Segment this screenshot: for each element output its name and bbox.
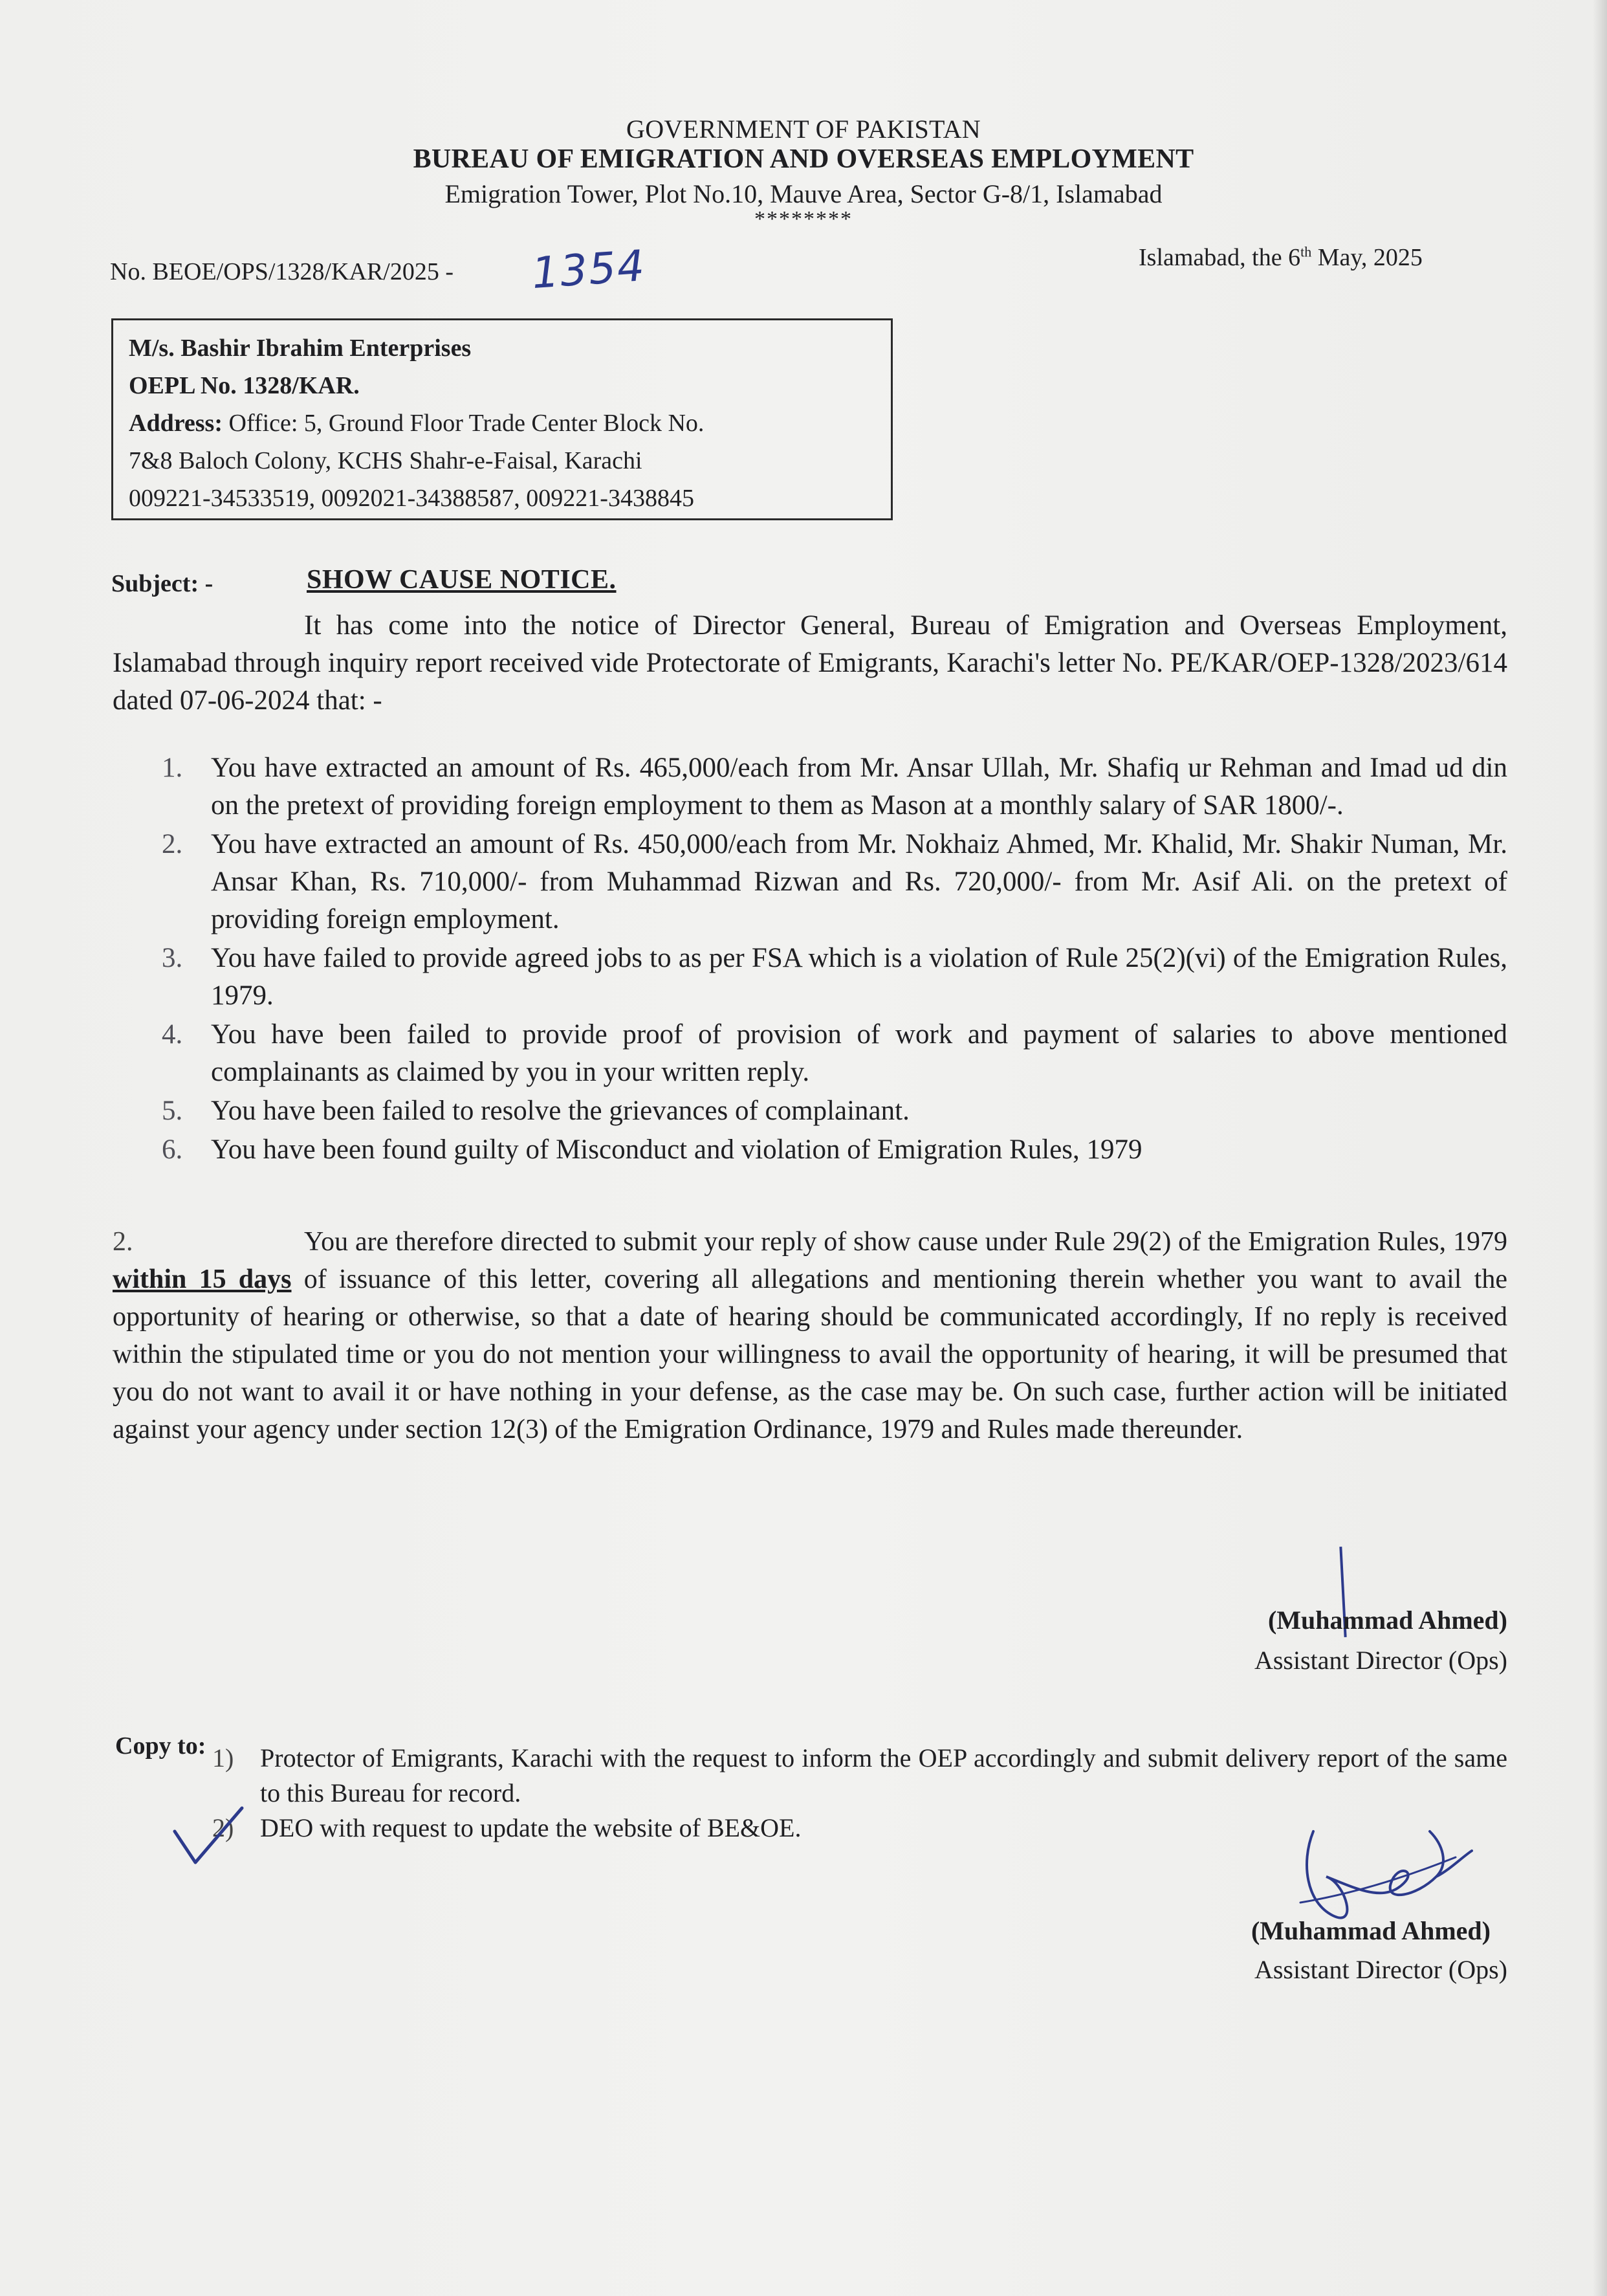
letterhead-government: GOVERNMENT OF PAKISTAN	[626, 115, 981, 144]
recipient-address-line1: Address: Office: 5, Ground Floor Trade Center Block No.	[129, 410, 705, 437]
signatory-title: Assistant Director (Ops)	[1254, 1646, 1507, 1675]
signatory-name: (Muhammad Ahmed)	[1267, 1606, 1507, 1635]
handwritten-reference-number: 1354	[530, 240, 648, 299]
subject-label: Subject: -	[111, 570, 213, 597]
date-superscript: th	[1300, 243, 1312, 260]
intro-paragraph: It has come into the notice of Director General, Bureau of Emigration and Overseas Employment, Islamabad through inquiry report received vide Protectorate of Emigrants, Karachi's letter No. PE/KAR/OEP-1328/2023/614 dated 07-06-2024 that: -	[113, 610, 1507, 716]
list-item: 4. You have been failed to provide proof of provision of work and payment of salaries to above mentioned complainants as claimed by you in your written reply.	[162, 1019, 1507, 1087]
letterhead-bureau: BUREAU OF EMIGRATION AND OVERSEAS EMPLOYMENT	[413, 144, 1194, 174]
list-item: 6. You have been found guilty of Misconduct and violation of Emigration Rules, 1979	[162, 1134, 1142, 1165]
copy-to-label: Copy to:	[115, 1732, 206, 1760]
signatory-name-2: (Muhammad Ahmed)	[1251, 1916, 1491, 1945]
recipient-phones: 009221-34533519, 0092021-34388587, 009221-3438845	[129, 485, 694, 512]
letter-date	[1139, 243, 1423, 272]
recipient-name: M/s. Bashir Ibrahim Enterprises	[129, 335, 472, 362]
directive-paragraph: 2. You are therefore directed to submit your reply of show cause under Rule 29(2) of the Emigration Rules, 1979 within 15 days of issuance of this letter, covering all allegations and mentioning therein whether you want to avail the opportunity of hearing or otherwise, so that a date of hearing should be communicated accordingly, If no reply is received within the stipulated time or you do not mention your willingness to avail the opportunity of hearing, it will be presumed that you do not want to avail it or have nothing in your defense, as the case may be. On such case, further action will be initiated against your agency under section 12(3) of the Emigration Ordinance, 1979 and Rules made thereunder.	[113, 1223, 1507, 1448]
paragraph-number: 2.	[113, 1227, 133, 1257]
date-prefix: Islamabad, the 6	[1139, 244, 1301, 271]
recipient-address-line2: 7&8 Baloch Colony, KCHS Shahr-e-Faisal, Karachi	[129, 447, 642, 474]
list-item: 3. You have failed to provide agreed jobs to as per FSA which is a violation of Rule 25(2)(vi) of the Emigration Rules, 1979.	[162, 943, 1507, 1011]
list-item: 1) Protector of Emigrants, Karachi with the request to inform the OEP accordingly and submit delivery report of the same to this Bureau for record.	[212, 1743, 1507, 1807]
recipient-address-box	[111, 318, 893, 520]
date-suffix: May, 2025	[1311, 244, 1423, 271]
letterhead-separator: ********	[754, 207, 853, 231]
allegations-list	[162, 749, 1507, 1170]
recipient-oepl: OEPL No. 1328/KAR.	[129, 372, 360, 399]
subject-text: SHOW CAUSE NOTICE.	[307, 565, 617, 595]
signatory-title-2: Assistant Director (Ops)	[1254, 1955, 1507, 1984]
deadline-emphasis: within 15 days	[113, 1264, 292, 1294]
checkmark-icon	[169, 1799, 247, 1870]
list-item: 2) DEO with request to update the website of BE&OE.	[212, 1813, 802, 1842]
list-item: 2. You have extracted an amount of Rs. 450,000/each from Mr. Nokhaiz Ahmed, Mr. Khalid, Mr. Shakir Numan, Mr. Ansar Khan, Rs. 710,000/- from Muhammad Rizwan and Rs. 720,000/- from Mr. Asif Ali. on the pretext of providing foreign employment.	[162, 829, 1507, 934]
letterhead-address: Emigration Tower, Plot No.10, Mauve Area, Sector G-8/1, Islamabad	[444, 179, 1163, 208]
list-item: 1. You have extracted an amount of Rs. 465,000/each from Mr. Ansar Ullah, Mr. Shafiq ur Rehman and Imad ud din on the pretext of providing foreign employment to them as Mason at a monthly salary of SAR 1800/-.	[162, 753, 1507, 821]
reference-number: No. BEOE/OPS/1328/KAR/2025 -	[110, 258, 454, 285]
page-edge-shadow	[1593, 0, 1607, 2296]
list-item: 5. You have been failed to resolve the grievances of complainant.	[162, 1096, 910, 1126]
